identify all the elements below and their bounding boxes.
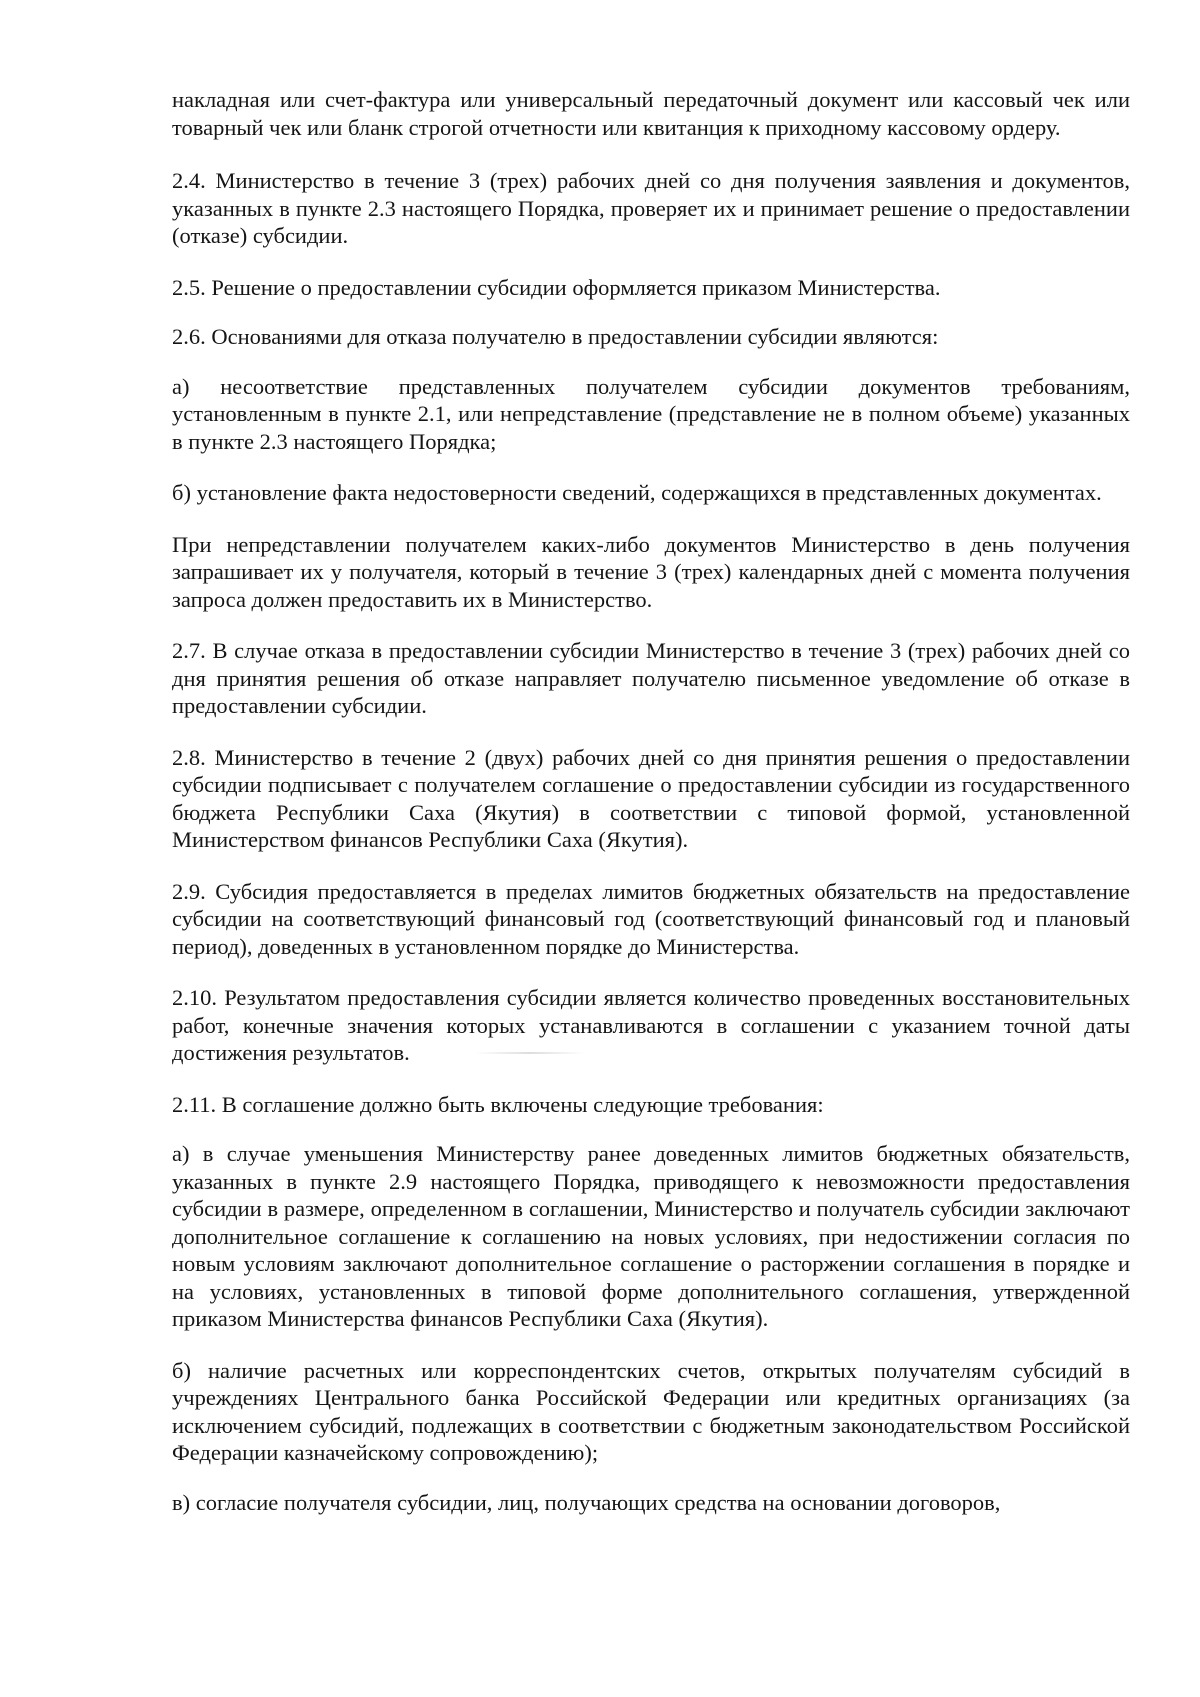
paragraph-2-5: 2.5. Решение о предоставлении субсидии оформляется приказом Министерства. [172, 274, 941, 300]
scan-noise-mark [475, 1052, 585, 1054]
paragraph-2-8: 2.8. Министерство в течение 2 (двух) рабочих дней со дня принятия решения о предоставлении субсидии подписывает с получателем соглашение о предоставлении субсидии из государственного бюджета Республики Саха (Якутия) в соответствии с типовой формой, установленной Министерством финансов Республики Саха (Якутия). [172, 744, 1130, 852]
paragraph-2-11-b: б) наличие расчетных или корреспондентских счетов, открытых получателям субсидий в учреждениях Центрального банка Российской Федерации или кредитных организациях (за исключением субсидий, подлежащих в соответствии с бюджетным законодательством Российской Федерации казначейскому сопровождению); [172, 1357, 1130, 1465]
paragraph-missing-documents: При непредставлении получателем каких-либо документов Министерство в день получения запрашивает их у получателя, который в течение 3 (трех) календарных дней с момента получения запроса должен предоставить их в Министерство. [172, 531, 1130, 612]
paragraph-2-11-c: в) согласие получателя субсидии, лиц, получающих средства на основании договоров, [172, 1489, 1001, 1515]
paragraph-2-6: 2.6. Основаниями для отказа получателю в предоставлении субсидии являются: [172, 324, 939, 349]
paragraph-2-11: 2.11. В соглашение должно быть включены следующие требования: [172, 1091, 824, 1117]
paragraph-2-9: 2.9. Субсидия предоставляется в пределах лимитов бюджетных обязательств на предоставление субсидии на соответствующий финансовый год (соответствующий финансовый год и плановый период), доведенных в установленном порядке до Министерства. [172, 878, 1130, 959]
document-page [172, 86, 1130, 1516]
paragraph-2-10: 2.10. Результатом предоставления субсидии является количество проведенных восстановительных работ, конечные значения которых устанавливаются в соглашении с указанием точной даты достижения результатов. [172, 985, 1130, 1065]
paragraph-2-6-a: а) несоответствие представленных получателем субсидии документов требованиям, установленным в пункте 2.1, или непредставление (представление не в полном объеме) указанных в пункте 2.3 настоящего Порядка; [172, 373, 1130, 454]
paragraph-continuation: накладная или счет-фактура или универсальный передаточный документ или кассовый чек или товарный чек или бланк строгой отчетности или квитанция к приходному кассовому ордеру. [172, 87, 1130, 140]
paragraph-2-6-b: б) установление факта недостоверности сведений, содержащихся в представленных документах. [172, 480, 1102, 505]
paragraph-2-4: 2.4. Министерство в течение 3 (трех) рабочих дней со дня получения заявления и документов, указанных в пункте 2.3 настоящего Порядка, проверяет их и принимает решение о предоставлении (отказе) субсидии. [172, 168, 1130, 248]
paragraph-2-11-a: а) в случае уменьшения Министерству ранее доведенных лимитов бюджетных обязательств, указанных в пункте 2.9 настоящего Порядка, приводящего к невозможности предоставления субсидии в размере, определенном в соглашении, Министерство и получатель субсидии заключают дополнительное соглашение к соглашению на новых условиях, при недостижении согласия по новым условиям заключают дополнительное соглашение о расторжении соглашения в порядке и на условиях, установленных в типовой форме дополнительного соглашения, утвержденной приказом Министерства финансов Республики Саха (Якутия). [172, 1141, 1130, 1331]
paragraph-2-7: 2.7. В случае отказа в предоставлении субсидии Министерство в течение 3 (трех) рабочих дней со дня принятия решения об отказе направляет получателю письменное уведомление об отказе в предоставлении субсидии. [172, 638, 1130, 718]
